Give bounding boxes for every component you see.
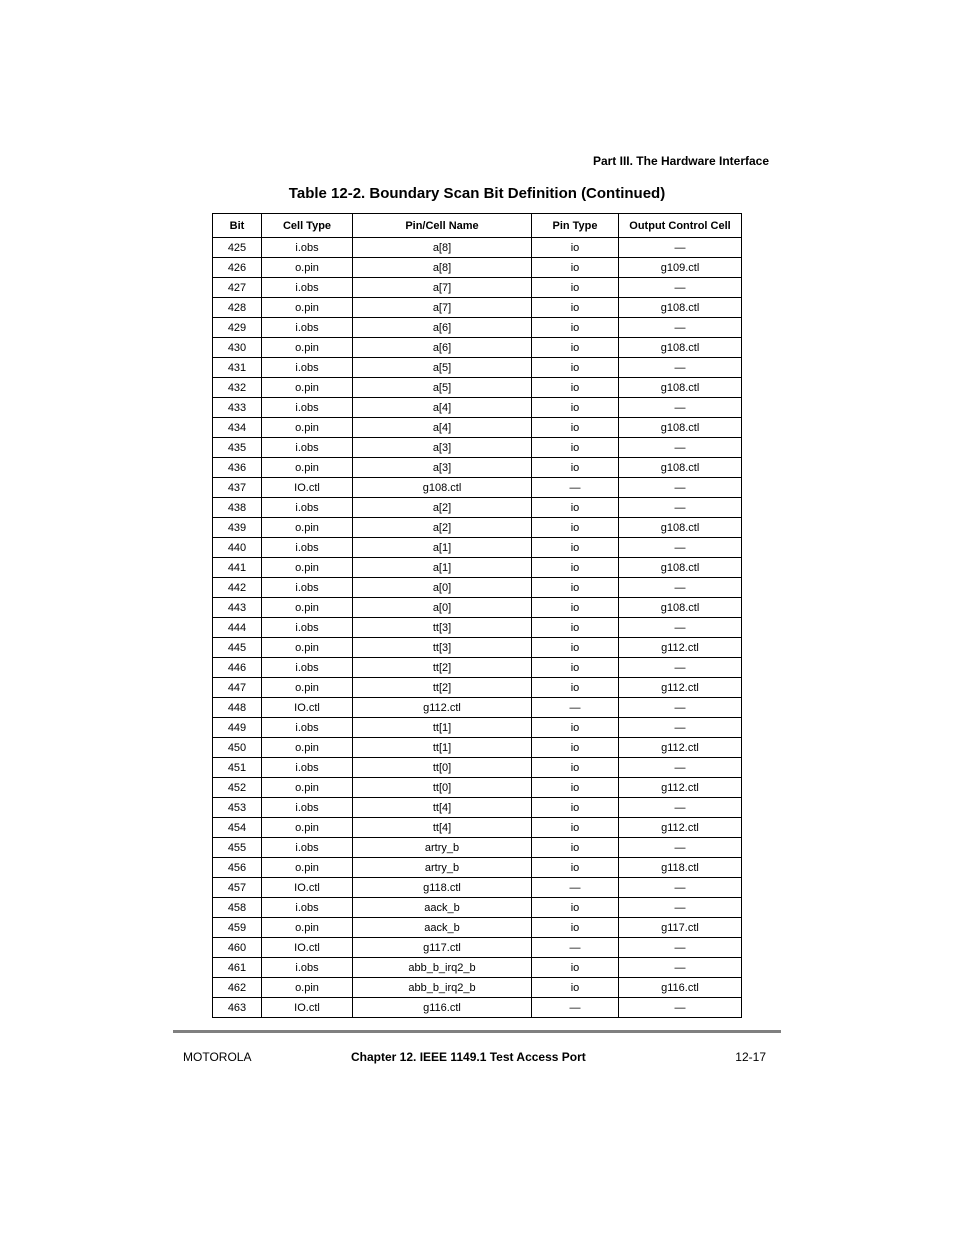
cell-output-control-cell: — [619,718,742,738]
cell-pin-cell-name: a[1] [353,538,532,558]
table-row [213,578,742,598]
table-row [213,418,742,438]
cell-pin-cell-name: a[2] [353,518,532,538]
cell-pin-type: io [532,318,619,338]
column-header-pin-type: Pin Type [532,214,619,238]
cell-bit: 426 [213,258,262,278]
cell-bit: 435 [213,438,262,458]
cell-cell-type: IO.ctl [262,698,353,718]
cell-output-control-cell: g112.ctl [619,778,742,798]
cell-cell-type: i.obs [262,658,353,678]
cell-pin-cell-name: tt[4] [353,818,532,838]
cell-pin-cell-name: tt[3] [353,618,532,638]
cell-output-control-cell: g108.ctl [619,558,742,578]
cell-cell-type: i.obs [262,238,353,258]
boundary-scan-table [212,213,742,1018]
cell-pin-cell-name: g108.ctl [353,478,532,498]
cell-output-control-cell: g116.ctl [619,978,742,998]
table-row [213,298,742,318]
cell-output-control-cell: — [619,318,742,338]
cell-pin-cell-name: tt[1] [353,718,532,738]
cell-bit: 428 [213,298,262,318]
table-row [213,518,742,538]
table-row [213,458,742,478]
table-row [213,998,742,1018]
table-row [213,278,742,298]
cell-bit: 447 [213,678,262,698]
cell-pin-type: — [532,698,619,718]
table-row [213,778,742,798]
cell-bit: 458 [213,898,262,918]
cell-bit: 433 [213,398,262,418]
cell-output-control-cell: — [619,478,742,498]
cell-bit: 440 [213,538,262,558]
table-row [213,318,742,338]
cell-output-control-cell: — [619,898,742,918]
cell-output-control-cell: — [619,618,742,638]
cell-pin-type: io [532,298,619,318]
cell-pin-type: io [532,838,619,858]
cell-pin-type: io [532,738,619,758]
cell-cell-type: IO.ctl [262,938,353,958]
cell-pin-type: io [532,818,619,838]
cell-pin-cell-name: a[3] [353,438,532,458]
table-row [213,398,742,418]
cell-pin-type: io [532,638,619,658]
cell-bit: 436 [213,458,262,478]
cell-bit: 445 [213,638,262,658]
cell-output-control-cell: — [619,238,742,258]
table-row [213,738,742,758]
cell-output-control-cell: g117.ctl [619,918,742,938]
cell-bit: 459 [213,918,262,938]
cell-cell-type: o.pin [262,558,353,578]
cell-pin-cell-name: a[6] [353,338,532,358]
cell-pin-cell-name: abb_b_irq2_b [353,978,532,998]
table-row [213,338,742,358]
cell-cell-type: i.obs [262,578,353,598]
cell-pin-type: io [532,558,619,578]
cell-pin-cell-name: a[5] [353,358,532,378]
cell-bit: 432 [213,378,262,398]
cell-bit: 437 [213,478,262,498]
cell-pin-cell-name: a[3] [353,458,532,478]
cell-pin-cell-name: tt[0] [353,758,532,778]
cell-pin-type: io [532,978,619,998]
cell-pin-cell-name: abb_b_irq2_b [353,958,532,978]
footer-publisher: MOTOROLA [183,1050,252,1064]
table-row [213,478,742,498]
cell-bit: 441 [213,558,262,578]
cell-cell-type: i.obs [262,898,353,918]
cell-pin-type: io [532,598,619,618]
cell-output-control-cell: — [619,958,742,978]
cell-cell-type: o.pin [262,738,353,758]
cell-bit: 453 [213,798,262,818]
cell-pin-type: io [532,338,619,358]
cell-pin-cell-name: g117.ctl [353,938,532,958]
cell-pin-cell-name: aack_b [353,898,532,918]
cell-pin-type: io [532,538,619,558]
cell-pin-cell-name: a[7] [353,298,532,318]
cell-output-control-cell: — [619,938,742,958]
cell-pin-cell-name: aack_b [353,918,532,938]
cell-cell-type: o.pin [262,778,353,798]
cell-bit: 457 [213,878,262,898]
cell-pin-type: io [532,498,619,518]
table-row [213,558,742,578]
table-row [213,678,742,698]
cell-pin-type: io [532,718,619,738]
cell-pin-type: io [532,258,619,278]
cell-cell-type: IO.ctl [262,878,353,898]
cell-output-control-cell: — [619,658,742,678]
table-row [213,978,742,998]
running-head: Part III. The Hardware Interface [592,154,769,168]
cell-bit: 450 [213,738,262,758]
table-row [213,438,742,458]
cell-pin-cell-name: a[8] [353,258,532,278]
cell-bit: 463 [213,998,262,1018]
cell-cell-type: i.obs [262,358,353,378]
table-row [213,538,742,558]
cell-output-control-cell: g112.ctl [619,678,742,698]
cell-output-control-cell: g108.ctl [619,338,742,358]
table-row [213,858,742,878]
table-row [213,838,742,858]
cell-output-control-cell: g108.ctl [619,418,742,438]
footer-chapter-title: Chapter 12. IEEE 1149.1 Test Access Port [351,1050,586,1064]
cell-output-control-cell: — [619,758,742,778]
cell-cell-type: o.pin [262,598,353,618]
cell-pin-type: — [532,478,619,498]
cell-output-control-cell: — [619,698,742,718]
cell-bit: 444 [213,618,262,638]
cell-output-control-cell: g108.ctl [619,298,742,318]
cell-pin-type: io [532,658,619,678]
table-row [213,698,742,718]
cell-pin-cell-name: a[2] [353,498,532,518]
cell-bit: 461 [213,958,262,978]
cell-pin-type: io [532,958,619,978]
cell-bit: 449 [213,718,262,738]
cell-bit: 430 [213,338,262,358]
cell-bit: 454 [213,818,262,838]
cell-bit: 455 [213,838,262,858]
cell-output-control-cell: — [619,878,742,898]
cell-cell-type: o.pin [262,378,353,398]
cell-output-control-cell: g112.ctl [619,638,742,658]
cell-pin-type: io [532,378,619,398]
cell-cell-type: o.pin [262,298,353,318]
cell-pin-cell-name: g118.ctl [353,878,532,898]
table-row [213,898,742,918]
cell-pin-cell-name: tt[0] [353,778,532,798]
column-header-pin-cell-name: Pin/Cell Name [353,214,532,238]
cell-bit: 452 [213,778,262,798]
cell-cell-type: i.obs [262,958,353,978]
cell-pin-type: io [532,238,619,258]
cell-cell-type: i.obs [262,618,353,638]
cell-output-control-cell: g118.ctl [619,858,742,878]
cell-cell-type: i.obs [262,798,353,818]
cell-output-control-cell: g109.ctl [619,258,742,278]
column-header-cell-type: Cell Type [262,214,353,238]
cell-cell-type: IO.ctl [262,998,353,1018]
cell-output-control-cell: — [619,358,742,378]
cell-pin-cell-name: a[4] [353,398,532,418]
cell-pin-cell-name: g116.ctl [353,998,532,1018]
cell-cell-type: o.pin [262,458,353,478]
cell-pin-type: — [532,938,619,958]
cell-output-control-cell: — [619,838,742,858]
cell-cell-type: i.obs [262,758,353,778]
cell-pin-cell-name: a[1] [353,558,532,578]
column-header-bit: Bit [213,214,262,238]
cell-cell-type: IO.ctl [262,478,353,498]
table-row [213,598,742,618]
cell-bit: 439 [213,518,262,538]
table-row [213,918,742,938]
cell-pin-cell-name: a[4] [353,418,532,438]
cell-bit: 460 [213,938,262,958]
cell-pin-type: io [532,898,619,918]
cell-output-control-cell: — [619,538,742,558]
table-row [213,358,742,378]
cell-cell-type: o.pin [262,978,353,998]
cell-pin-cell-name: artry_b [353,838,532,858]
cell-pin-cell-name: a[0] [353,598,532,618]
cell-bit: 434 [213,418,262,438]
cell-pin-cell-name: tt[2] [353,658,532,678]
cell-output-control-cell: — [619,438,742,458]
table-row [213,938,742,958]
cell-bit: 442 [213,578,262,598]
cell-cell-type: o.pin [262,638,353,658]
cell-pin-cell-name: tt[1] [353,738,532,758]
cell-pin-cell-name: a[0] [353,578,532,598]
cell-bit: 456 [213,858,262,878]
cell-output-control-cell: g108.ctl [619,518,742,538]
table-row [213,638,742,658]
table-row [213,818,742,838]
footer-page-number: 12-17 [735,1050,766,1064]
cell-cell-type: o.pin [262,258,353,278]
table-body [213,238,742,1018]
cell-pin-type: io [532,518,619,538]
cell-pin-type: io [532,758,619,778]
cell-cell-type: o.pin [262,918,353,938]
cell-cell-type: o.pin [262,858,353,878]
cell-output-control-cell: g108.ctl [619,458,742,478]
table-row [213,758,742,778]
cell-pin-cell-name: tt[3] [353,638,532,658]
cell-cell-type: i.obs [262,318,353,338]
cell-bit: 448 [213,698,262,718]
cell-cell-type: o.pin [262,418,353,438]
cell-bit: 431 [213,358,262,378]
cell-pin-type: io [532,358,619,378]
cell-cell-type: o.pin [262,678,353,698]
cell-output-control-cell: g112.ctl [619,818,742,838]
cell-cell-type: i.obs [262,718,353,738]
cell-output-control-cell: — [619,578,742,598]
cell-output-control-cell: g108.ctl [619,378,742,398]
cell-bit: 429 [213,318,262,338]
cell-pin-type: io [532,578,619,598]
cell-bit: 446 [213,658,262,678]
table-row [213,658,742,678]
cell-pin-type: io [532,918,619,938]
cell-output-control-cell: — [619,398,742,418]
table-row [213,618,742,638]
cell-pin-type: io [532,858,619,878]
cell-cell-type: o.pin [262,818,353,838]
cell-cell-type: i.obs [262,498,353,518]
cell-cell-type: i.obs [262,398,353,418]
cell-bit: 427 [213,278,262,298]
cell-pin-cell-name: g112.ctl [353,698,532,718]
cell-cell-type: i.obs [262,838,353,858]
table-row [213,258,742,278]
table-row [213,238,742,258]
table-title: Table 12-2. Boundary Scan Bit Definition (Continued) [288,185,666,202]
cell-output-control-cell: — [619,798,742,818]
cell-pin-type: io [532,278,619,298]
cell-pin-type: io [532,678,619,698]
cell-pin-cell-name: a[6] [353,318,532,338]
cell-output-control-cell: g108.ctl [619,598,742,618]
table-row [213,798,742,818]
cell-pin-cell-name: a[7] [353,278,532,298]
cell-pin-type: io [532,618,619,638]
cell-cell-type: i.obs [262,538,353,558]
cell-bit: 451 [213,758,262,778]
cell-pin-cell-name: a[8] [353,238,532,258]
cell-bit: 438 [213,498,262,518]
cell-pin-type: — [532,998,619,1018]
cell-pin-cell-name: tt[2] [353,678,532,698]
cell-bit: 425 [213,238,262,258]
cell-pin-type: io [532,798,619,818]
cell-pin-type: io [532,398,619,418]
cell-output-control-cell: — [619,278,742,298]
cell-pin-type: io [532,418,619,438]
cell-pin-cell-name: tt[4] [353,798,532,818]
table-row [213,718,742,738]
cell-cell-type: o.pin [262,338,353,358]
cell-pin-cell-name: artry_b [353,858,532,878]
cell-output-control-cell: — [619,498,742,518]
table-row [213,498,742,518]
table-row [213,378,742,398]
table-row [213,958,742,978]
footer-rule [173,1030,781,1033]
cell-pin-type: io [532,778,619,798]
cell-pin-type: — [532,878,619,898]
cell-bit: 443 [213,598,262,618]
table-header-row [213,214,742,238]
cell-bit: 462 [213,978,262,998]
cell-cell-type: o.pin [262,518,353,538]
table-row [213,878,742,898]
cell-pin-type: io [532,458,619,478]
cell-output-control-cell: g112.ctl [619,738,742,758]
column-header-output-control-cell: Output Control Cell [619,214,742,238]
cell-output-control-cell: — [619,998,742,1018]
cell-pin-type: io [532,438,619,458]
cell-cell-type: i.obs [262,278,353,298]
cell-cell-type: i.obs [262,438,353,458]
cell-pin-cell-name: a[5] [353,378,532,398]
